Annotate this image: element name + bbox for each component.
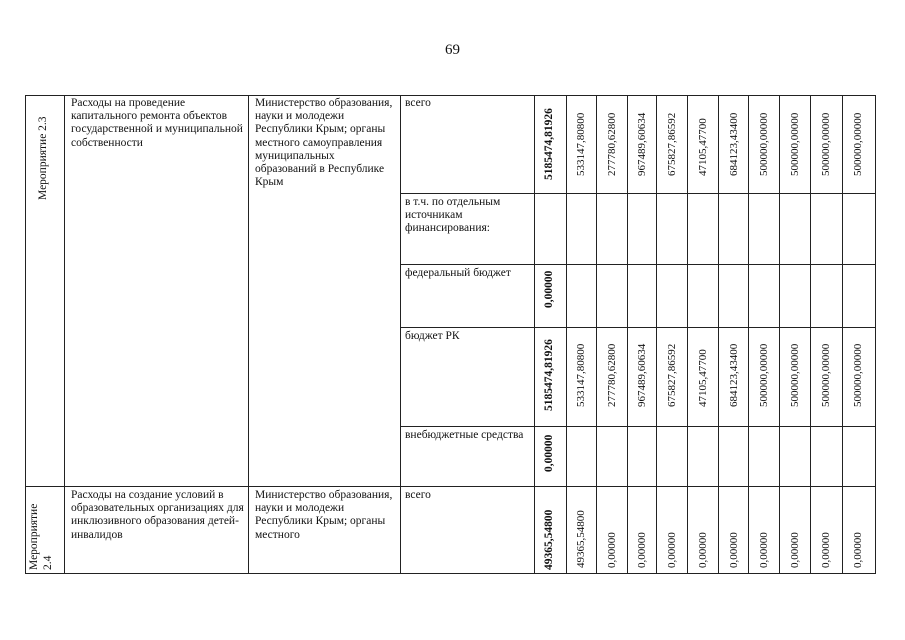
- measure-name: Расходы на проведение капитального ремонта объектов государственной и муниципальной собственности: [71, 97, 243, 149]
- value-cell: 500000,00000: [820, 343, 832, 407]
- value-cell: 0,00000: [852, 532, 864, 568]
- row-divider: [400, 193, 876, 194]
- value-cell: 0,00000: [820, 532, 832, 568]
- measure-executors: Министерство образования, науки и молодежи Республики Крым; органы местного самоуправления муниципальных образований в Республике Крым: [255, 97, 393, 189]
- measure-label: Мероприятие: [28, 503, 40, 570]
- value-cell: 0,00000: [789, 532, 801, 568]
- value-cell: 49365,54800: [575, 510, 587, 568]
- value-cell: 47105,47700: [697, 118, 709, 176]
- col-divider: [842, 95, 843, 574]
- source-label: бюджет РК: [405, 330, 460, 342]
- total-cell: 49365,54800: [543, 509, 555, 570]
- col-divider: [566, 95, 567, 574]
- value-cell: 0,00000: [606, 532, 618, 568]
- value-cell: 0,00000: [666, 532, 678, 568]
- row-divider: [400, 426, 876, 427]
- page-number: 69: [445, 42, 460, 58]
- value-cell: 500000,00000: [789, 343, 801, 407]
- value-cell: 500000,00000: [758, 112, 770, 176]
- value-cell: 533147,80800: [575, 343, 587, 407]
- source-label: всего: [405, 489, 431, 501]
- value-cell: 0,00000: [636, 532, 648, 568]
- value-cell: 0,00000: [728, 532, 740, 568]
- measure-name: Расходы на создание условий в образовательных организациях для инклюзивного образования детей-инвалидов: [71, 489, 244, 541]
- value-cell: 675827,86592: [666, 112, 678, 176]
- total-cell: 0,00000: [543, 434, 555, 472]
- value-cell: 277780,62800: [606, 112, 618, 176]
- value-cell: 684123,43400: [728, 112, 740, 176]
- value-cell: 0,00000: [758, 532, 770, 568]
- table-right-border: [875, 95, 876, 574]
- col-divider: [596, 95, 597, 574]
- source-label: федеральный бюджет: [405, 267, 511, 279]
- value-cell: 47105,47700: [697, 349, 709, 407]
- total-cell: 0,00000: [543, 270, 555, 308]
- col-divider: [687, 95, 688, 574]
- row-divider: [400, 264, 876, 265]
- col-divider: [248, 95, 249, 574]
- col-divider: [810, 95, 811, 574]
- col-divider: [656, 95, 657, 574]
- total-cell: 5185474,81926: [543, 108, 555, 180]
- col-divider: [748, 95, 749, 574]
- value-cell: 675827,86592: [666, 343, 678, 407]
- table-left-border: [25, 95, 26, 574]
- value-cell: 0,00000: [697, 532, 709, 568]
- value-cell: 684123,43400: [728, 343, 740, 407]
- row-divider: [400, 327, 876, 328]
- measure-label: Мероприятие 2.3: [37, 116, 49, 200]
- value-cell: 967489,60634: [636, 112, 648, 176]
- value-cell: 500000,00000: [758, 343, 770, 407]
- col-divider: [64, 95, 65, 574]
- measure-label: 2.4: [42, 555, 54, 570]
- source-label: внебюджетные средства: [405, 429, 524, 441]
- measure-executors: Министерство образования, науки и молодежи Республики Крым; органы местного: [255, 489, 393, 541]
- value-cell: 500000,00000: [852, 112, 864, 176]
- value-cell: 500000,00000: [789, 112, 801, 176]
- value-cell: 277780,62800: [606, 343, 618, 407]
- value-cell: 533147,80800: [575, 112, 587, 176]
- value-cell: 500000,00000: [820, 112, 832, 176]
- value-cell: 967489,60634: [636, 343, 648, 407]
- col-divider: [534, 95, 535, 574]
- source-label: всего: [405, 97, 431, 109]
- total-cell: 5185474,81926: [543, 339, 555, 411]
- value-cell: 500000,00000: [852, 343, 864, 407]
- col-divider: [718, 95, 719, 574]
- col-divider: [627, 95, 628, 574]
- col-divider: [779, 95, 780, 574]
- col-divider: [400, 95, 401, 574]
- source-label: в т.ч. по отдельным источникам финансирования:: [405, 196, 501, 235]
